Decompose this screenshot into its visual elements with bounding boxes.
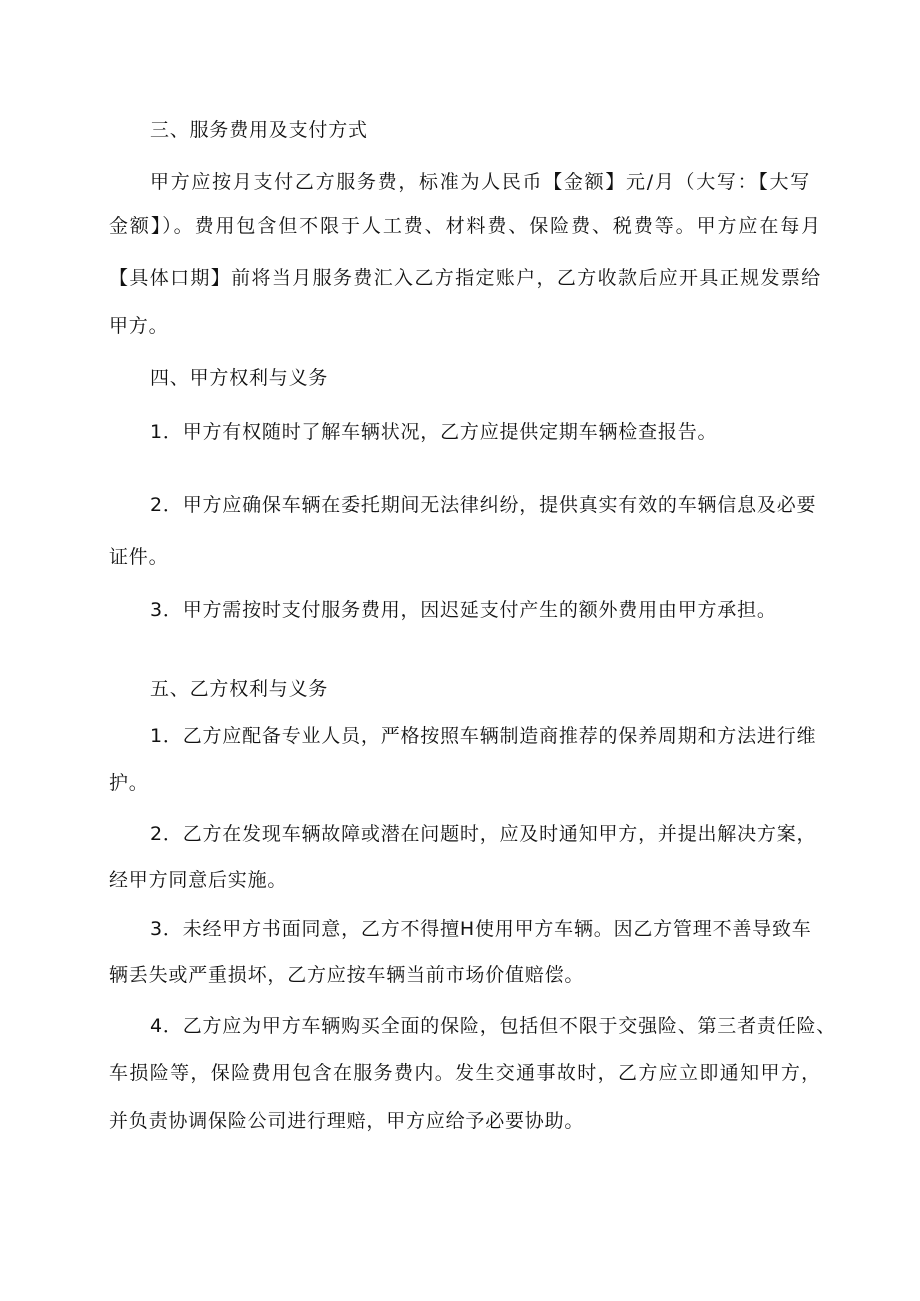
section-4-item-2-line-2: 证件。 — [109, 546, 169, 568]
section-3-line-1: 甲方应按月支付乙方服务费，标准为人民币【金额】元/月（大写：【大写 — [150, 171, 810, 193]
section-5-item-3-line-2: 辆丢失或严重损坏，乙方应按车辆当前市场价值赔偿。 — [109, 964, 585, 986]
section-5-item-4-line-3: 并负责协调保险公司进行理赔，甲方应给予必要协助。 — [109, 1110, 585, 1132]
section-5-item-2-line-1: 2．乙方在发现车辆故障或潜在问题时，应及时通知甲方，并提出解决方案， — [150, 823, 817, 845]
section-5-heading: 五、乙方权利与义务 — [150, 678, 329, 700]
section-3-line-4: 甲方。 — [109, 315, 169, 337]
section-5-item-3-line-1: 3．未经甲方书面同意，乙方不得擅H使用甲方车辆。因乙方管理不善导致车 — [150, 918, 812, 940]
section-3-line-2: 金额】）。费用包含但不限于人工费、材料费、保险费、税费等。甲方应在每月 — [109, 215, 821, 237]
section-5-item-4-line-2: 车损险等，保险费用包含在服务费内。发生交通事故时，乙方应立即通知甲方， — [109, 1062, 821, 1084]
section-4-item-2-line-1: 2．甲方应确保车辆在委托期间无法律纠纷，提供真实有效的车辆信息及必要 — [150, 494, 817, 516]
section-4-item-3: 3．甲方需按时支付服务费用，因迟延支付产生的额外费用由甲方承担。 — [150, 599, 777, 621]
section-4-heading: 四、甲方权利与义务 — [150, 367, 329, 389]
section-4-item-1: 1．甲方有权随时了解车辆状况，乙方应提供定期车辆检查报告。 — [150, 421, 718, 443]
section-3-line-3: 【具体口期】前将当月服务费汇入乙方指定账户，乙方收款后应开具正规发票给 — [109, 267, 821, 289]
section-5-item-4-line-1: 4．乙方应为甲方车辆购买全面的保险，包括但不限于交强险、第三者责任险、 — [150, 1015, 837, 1037]
section-5-item-2-line-2: 经甲方同意后实施。 — [109, 869, 288, 891]
section-3-heading: 三、服务费用及支付方式 — [150, 119, 368, 141]
section-5-item-1-line-1: 1．乙方应配备专业人员，严格按照车辆制造商推荐的保养周期和方法进行维 — [150, 725, 817, 747]
section-5-item-1-line-2: 护。 — [109, 772, 149, 794]
